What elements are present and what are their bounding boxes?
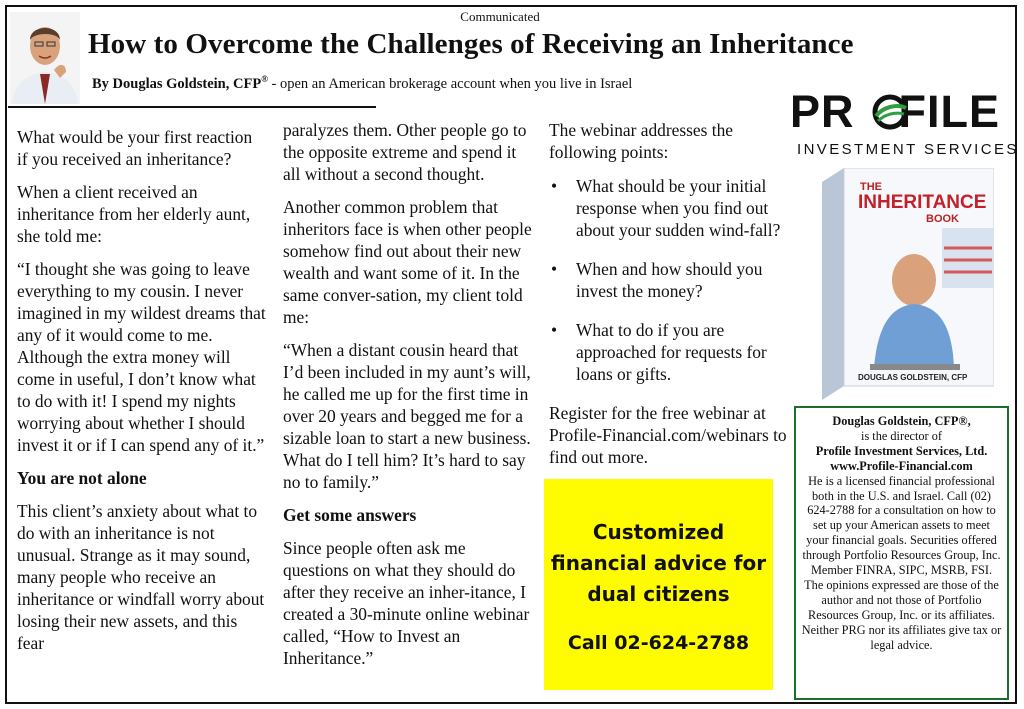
byline [92,74,632,93]
logo-text-a: PR [790,86,855,137]
logo-ring-icon [870,92,910,132]
logo-subtitle: INVESTMENT SERVICES [797,141,1019,158]
paragraph: Another common problem that inheritors face is when other people somehow find out about their new wealth and want some of it. In the same conver-sation, my client told me: [283,197,532,327]
byline-reg-mark: ® [261,74,268,84]
author-bio-box [794,406,1009,700]
byline-author: By Douglas Goldstein, CFP [92,75,262,92]
header-rule [8,106,376,108]
promo-line: financial advice for [550,551,767,575]
list-item: • When and how should you invest the money? [549,258,799,302]
paragraph: Since people often ask me questions on what they should do after they receive an inher-itance, I created a 30-minute online webinar called, “How to Invest an Inheritance.” [283,538,530,668]
promo-line: dual citizens [587,582,730,606]
paragraph: paralyzes them. Other people go to the opposite extreme and spend it all without a second thought. [283,120,527,184]
book-cover-image [822,168,994,400]
column-1 [17,126,267,665]
bio-name: Douglas Goldstein, CFP®, [832,414,971,428]
client-quote: “When a distant cousin heard that I’d been included in my aunt’s will, he called me up for the first time in over 20 years and begged me for a sizable loan to start a new business. What do I tell him? It’s hard to say no to family.” [283,340,531,492]
section-label: Communicated [460,9,540,24]
list-item: • What should be your initial response when you find out about your sudden wind-fall? [549,175,799,241]
list-item: • What to do if you are approached for requests for loans or gifts. [549,319,799,385]
webinar-points [549,175,799,385]
paragraph: This client’s anxiety about what to do with an inheritance is not unusual. Strange as it may sound, many people who receive an inheritance or windfall worry about losing their new assets, and this fear [17,501,265,653]
byline-tagline: - open an American brokerage account when you live in Israel [267,75,633,92]
article-title: How to Overcome the Challenges of Receiving an Inheritance [88,28,854,60]
register-text: Register for the free webinar at Profile-Financial.com/webinars to find out more. [549,403,787,467]
promo-line: Customized [592,520,725,544]
paragraph: What would be your first reaction if you received an inheritance? [17,127,253,169]
bio-website: www.Profile-Financial.com [830,458,973,473]
column-2 [283,119,533,680]
bio-company: Profile Investment Services, Ltd. [815,443,988,458]
subheading: Get some answers [283,505,417,525]
book-book-word: BOOK [926,213,959,225]
column-3 [549,119,799,479]
book-the: THE [860,181,882,193]
logo-text-b: FILE [898,86,1001,137]
bio-role: is the director of [861,428,942,443]
client-quote: “I thought she was going to leave everything to my cousin. I never imagined in my wildest dreams that any of it would come to me. Although the extra money will come in useful, I don’t know what to do with it! I spend my nights worrying about whether I should invest it or if I can spend any of it.” [17,259,266,455]
book-title: INHERITANCE [858,192,987,213]
author-photo [10,12,80,104]
webinar-intro: The webinar addresses the following points: [549,120,733,162]
bio-text: He is a licensed financial professional both in the U.S. and Israel. Call (02) 624-2788 for a consultation on how to set up your American assets to meet your financial goals. Securities offered through Portfolio Resources Group, Inc. Member FINRA, SIPC, MSRB, FSI. The opinions expressed are those of the author and not those of Portfolio Resources Group, Inc. or its affiliates. Neither PRG nor its affiliates give tax or legal advice. [801,473,1002,652]
subheading: You are not alone [17,468,147,488]
promo-box [544,479,773,690]
paragraph: When a client received an inheritance from her elderly aunt, she told me: [17,182,251,246]
book-author: DOUGLAS GOLDSTEIN, CFP [858,373,968,382]
promo-phone: Call 02-624-2788 [567,632,750,654]
